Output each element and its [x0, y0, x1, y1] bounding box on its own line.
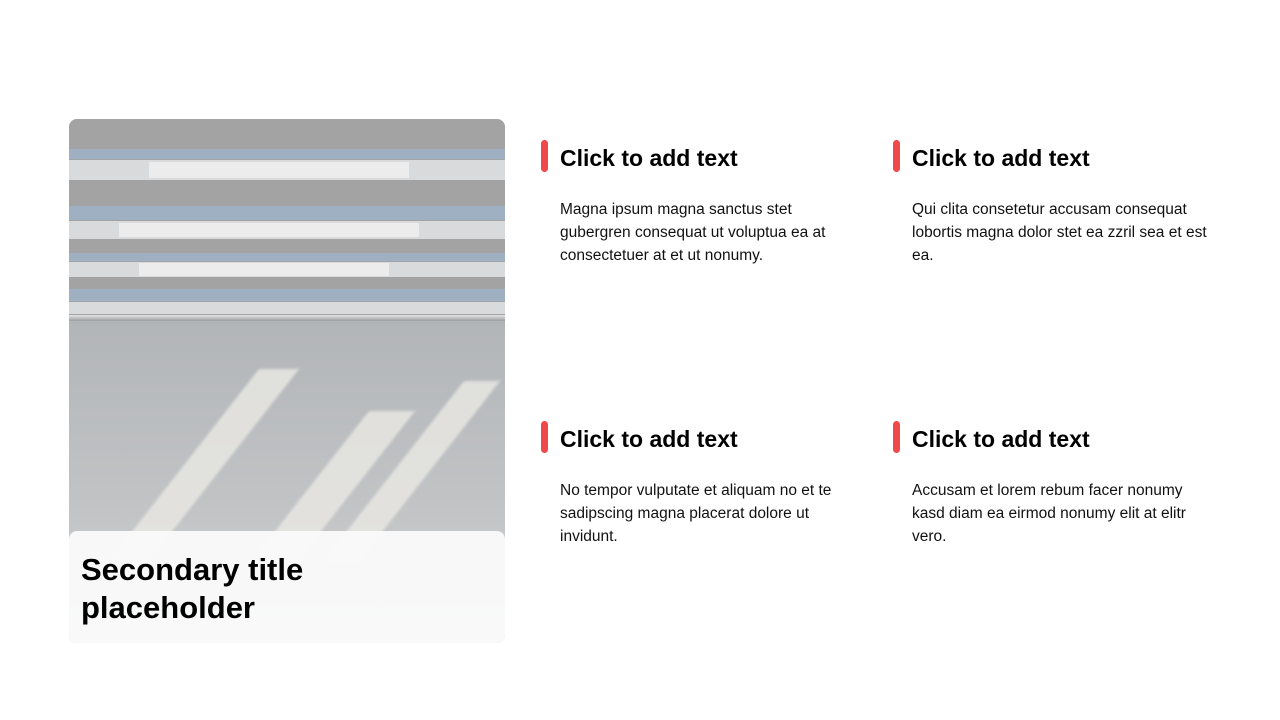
photo-card[interactable]: [69, 119, 505, 643]
ceiling-image: [69, 119, 505, 319]
caption-panel: [69, 531, 505, 643]
secondary-title[interactable]: Secondary title placeholder: [81, 552, 304, 625]
block-body[interactable]: Accusam et lorem rebum facer nonumy kasd diam ea eirmod nonumy elit at elitr vero.: [912, 482, 1186, 545]
block-body[interactable]: Magna ipsum magna sanctus stet gubergren consequat ut voluptua ea at consectetuer at et ut nonumy.: [560, 201, 826, 264]
block-title[interactable]: Click to add text: [560, 145, 738, 171]
block-body[interactable]: Qui clita consetetur accusam consequat lobortis magna dolor stet ea zzril sea et est ea.: [912, 201, 1207, 264]
accent-bar: [893, 421, 900, 453]
accent-bar: [893, 140, 900, 172]
block-title[interactable]: Click to add text: [560, 426, 738, 452]
accent-bar: [541, 421, 548, 453]
block-title[interactable]: Click to add text: [912, 145, 1090, 171]
block-title[interactable]: Click to add text: [912, 426, 1090, 452]
block-body[interactable]: No tempor vulputate et aliquam no et te sadipscing magna placerat dolore ut invidunt.: [560, 482, 832, 545]
accent-bar: [541, 140, 548, 172]
